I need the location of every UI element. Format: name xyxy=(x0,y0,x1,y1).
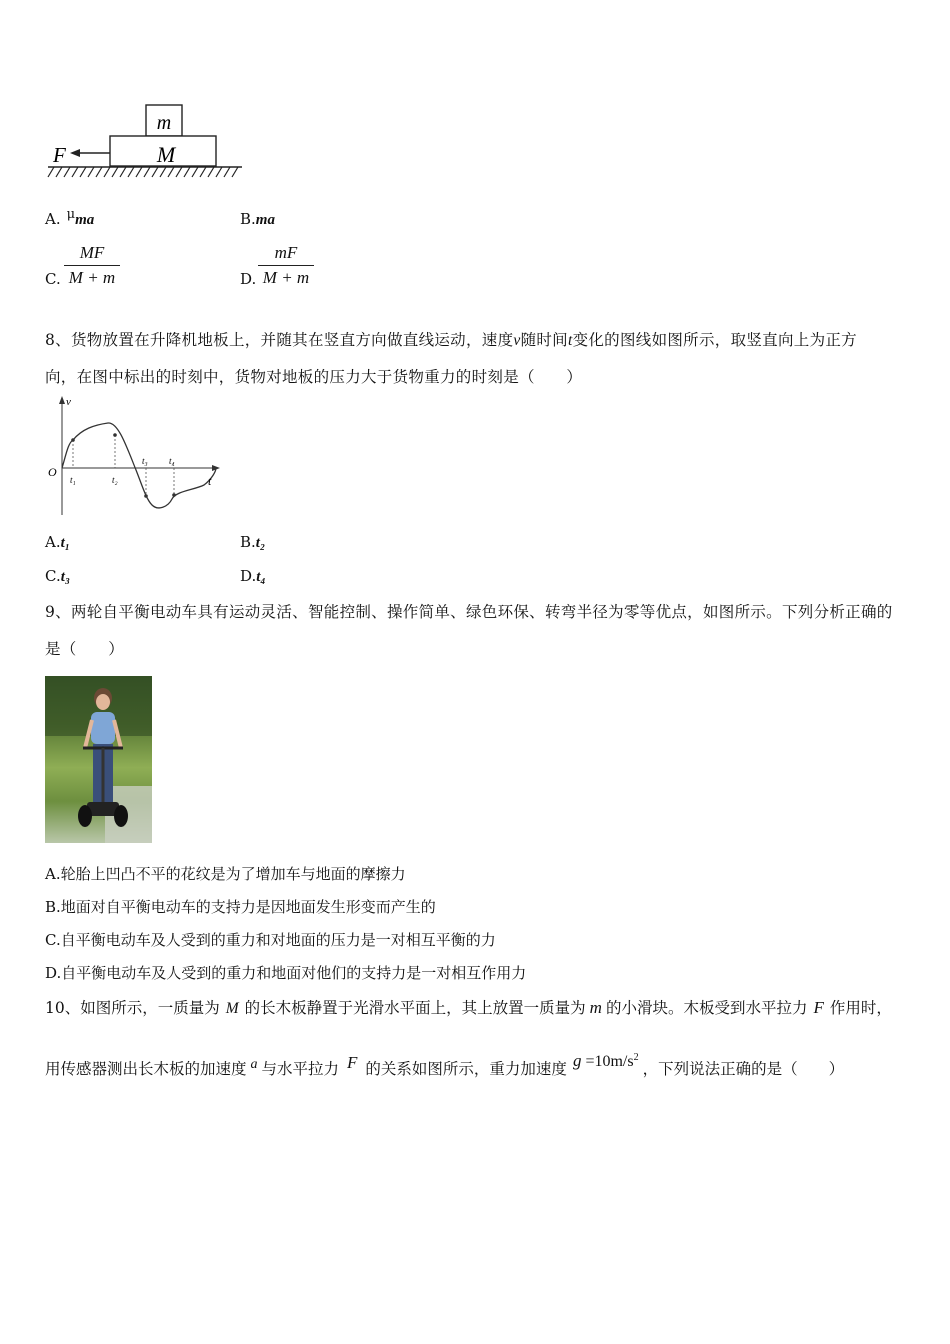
option-value: t₁ xyxy=(60,535,71,551)
q10-text: 作用时， xyxy=(829,999,892,1017)
var-g: g xyxy=(572,1051,582,1070)
q10-stem-line1 xyxy=(45,996,892,1018)
option-a-label: A. xyxy=(45,210,61,228)
gravity-exponent: 2 xyxy=(633,1051,639,1063)
q8-option-a xyxy=(45,533,70,552)
q7-option-d-fraction xyxy=(258,243,314,288)
origin-label: O xyxy=(48,465,57,479)
t4-label: t₄ xyxy=(169,456,175,466)
option-value: t₂ xyxy=(255,535,266,551)
q8-text: 8、货物放置在升降机地板上，并随其在竖直方向做直线运动，速度 xyxy=(45,331,514,349)
option-label: A. xyxy=(45,533,61,551)
option-value: t₄ xyxy=(256,569,266,585)
q7-option-a xyxy=(45,207,95,229)
fraction-numerator: mF xyxy=(274,243,298,262)
var-M: M xyxy=(225,1000,239,1017)
q10-stem-line2 xyxy=(45,1051,845,1079)
block-diagram xyxy=(44,100,249,180)
q9-stem-line1: 9、两轮自平衡电动车具有运动灵活、智能控制、操作简单、绿色环保、转弯半径为零等优点，如图所示。下列分析正确的 xyxy=(45,603,893,621)
fraction-denominator: M + m xyxy=(262,268,310,287)
M-label: M xyxy=(156,142,176,167)
option-value: t₃ xyxy=(60,569,71,585)
mu-symbol: μ xyxy=(66,207,76,222)
q9-option-d: D.自平衡电动车及人受到的重力和地面对他们的支持力是一对相互作用力 xyxy=(45,964,527,982)
var-F: F xyxy=(347,1053,358,1072)
q9-stem-line2: 是（ ） xyxy=(45,640,125,658)
t3-label: t₃ xyxy=(142,456,148,466)
q8-stem-line2: 向，在图中标出的时刻中，货物对地板的压力大于货物重力的时刻是（ ） xyxy=(45,368,583,386)
fraction-denominator: M + m xyxy=(68,268,116,287)
t1-label: t₁ xyxy=(70,475,76,485)
m-label: m xyxy=(156,112,172,134)
q10-text: 的长木板静置于光滑水平面上，其上放置一质量为 xyxy=(244,999,586,1017)
gravity-value: =10m/s xyxy=(585,1053,634,1070)
segway-rider-photo xyxy=(45,676,152,843)
option-b-label: B. xyxy=(240,210,256,228)
var-F: F xyxy=(813,998,824,1017)
var-a: a xyxy=(250,1057,258,1072)
q10-text: 10、如图所示，一质量为 xyxy=(45,999,220,1017)
q10-text: 的关系如图所示，重力加速度 xyxy=(365,1060,567,1078)
fraction-numerator: MF xyxy=(79,243,105,262)
q8-text: 变化的图线如图所示，取竖直向上为正方 xyxy=(572,331,857,349)
q8-option-b xyxy=(240,533,265,552)
var-v: v xyxy=(513,332,521,349)
option-label: B. xyxy=(240,533,256,551)
q7-option-c-label: C. xyxy=(45,270,61,288)
F-label: F xyxy=(53,143,66,167)
gravity-expression xyxy=(573,1053,639,1070)
option-b-text: ma xyxy=(255,212,275,228)
axis-t-label: t xyxy=(208,474,212,488)
velocity-time-graph xyxy=(44,395,224,520)
var-m: m xyxy=(589,998,602,1017)
q10-text: 与水平拉力 xyxy=(261,1060,340,1078)
q9-option-a: A.轮胎上凹凸不平的花纹是为了增加车与地面的摩擦力 xyxy=(45,865,406,883)
q10-text: ，下列说法正确的是（ ） xyxy=(642,1060,845,1078)
q10-text: 用传感器测出长木板的加速度 xyxy=(45,1060,247,1078)
q10-text: 的小滑块。木板受到水平拉力 xyxy=(605,999,808,1017)
q7-option-c-fraction xyxy=(64,243,120,288)
axis-v-label: v xyxy=(66,396,71,408)
q8-option-c xyxy=(45,567,70,586)
option-label: C. xyxy=(45,567,61,585)
q9-option-c: C.自平衡电动车及人受到的重力和对地面的压力是一对相互平衡的力 xyxy=(45,931,496,949)
option-a-text: ma xyxy=(75,212,95,228)
var-t: t xyxy=(567,332,573,349)
option-label: D. xyxy=(240,567,257,585)
q7-option-b xyxy=(240,210,275,229)
q9-option-b: B.地面对自平衡电动车的支持力是因地面发生形变而产生的 xyxy=(45,898,436,916)
q8-option-d xyxy=(240,567,266,586)
q7-option-d-label: D. xyxy=(240,270,257,288)
t2-label: t₂ xyxy=(112,475,118,485)
q8-text: 随时间 xyxy=(520,331,568,349)
q8-stem-line1 xyxy=(45,328,857,350)
